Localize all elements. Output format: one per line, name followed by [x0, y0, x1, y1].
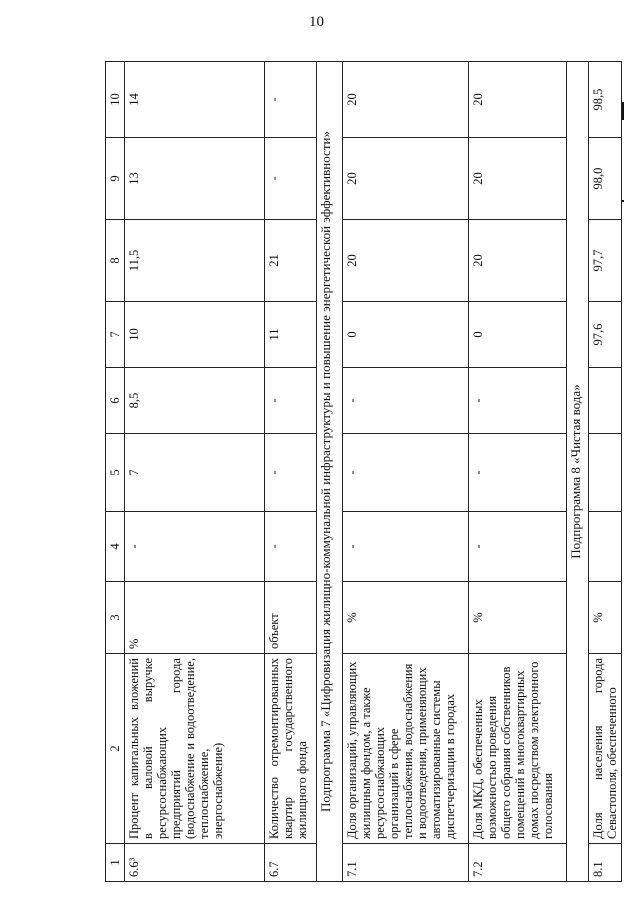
row-number: 8.1 — [589, 844, 622, 882]
value-cell: 20 — [469, 138, 567, 220]
table-row — [589, 62, 622, 882]
value-cell: 11 — [265, 302, 317, 368]
value-cell: - — [265, 512, 317, 582]
header-cell: 7 — [106, 302, 125, 368]
table-row — [343, 62, 469, 882]
value-cell: 7 — [125, 434, 265, 512]
value-cell: 98,5 — [589, 62, 622, 138]
value-cell: 11,5 — [125, 220, 265, 302]
header-cell: 8 — [106, 220, 125, 302]
header-cell: 2 — [106, 654, 125, 844]
indicator-name: Доля организаций, управляющих жилищным фондом, а также ресурсоснабжающих организаций в сфере теплоснабжения, водоснабжения и водоотведения, применяющих автоматизированные системы диспетчеризации в городах — [343, 654, 469, 844]
row-number: 7.2 — [469, 844, 567, 882]
value-cell: 13 — [125, 138, 265, 220]
section-title-7: Подпрограмма 7 «Цифровизация жилищно-коммунальной инфраструктуры и повышение энергетической эффективности» — [317, 62, 343, 882]
value-cell: - — [265, 434, 317, 512]
indicator-name: Процент капитальных вложений в валовой выручке ресурсоснабжающих предприятий города (водоснабжение и водоотведение, теплоснабжение, энергоснабжение) — [125, 654, 265, 844]
indicator-name: Количество отремонтированных квартир государственного жилищного фонда — [265, 654, 317, 844]
header-cell: 9 — [106, 138, 125, 220]
value-cell: 20 — [343, 62, 469, 138]
value-cell: 10 — [125, 302, 265, 368]
header-row — [106, 62, 125, 882]
value-cell: - — [265, 62, 317, 138]
value-cell: 97,7 — [589, 220, 622, 302]
value-cell: - — [265, 138, 317, 220]
value-cell: 97,6 — [589, 302, 622, 368]
header-cell: 1 — [106, 844, 125, 882]
indicator-name: Доля МКД, обеспеченных возможностью проведения общего собрания собственников помещений в многоквартирных домах посредством электронного голосования — [469, 654, 567, 844]
value-cell: 8,5 — [125, 368, 265, 434]
header-cell: 10 — [106, 62, 125, 138]
header-cell: 5 — [106, 434, 125, 512]
margin-mark — [622, 102, 624, 120]
value-cell: 98,0 — [589, 138, 622, 220]
table-row — [265, 62, 317, 882]
value-cell — [589, 368, 622, 434]
header-cell: 3 — [106, 582, 125, 654]
value-cell: - — [469, 434, 567, 512]
indicator-name: Доля населения города Севастополя, обеспеченного — [589, 654, 622, 844]
margin-dot — [622, 200, 624, 202]
unit-cell: % — [469, 582, 567, 654]
value-cell — [589, 512, 622, 582]
value-cell: 21 — [265, 220, 317, 302]
unit-cell: % — [125, 582, 265, 654]
value-cell: - — [125, 512, 265, 582]
header-cell: 4 — [106, 512, 125, 582]
value-cell: 0 — [343, 302, 469, 368]
section-row — [567, 62, 589, 882]
value-cell — [589, 434, 622, 512]
section-row — [317, 62, 343, 882]
value-cell: - — [469, 368, 567, 434]
value-cell: 20 — [343, 220, 469, 302]
section-title-8: Подпрограмма 8 «Чистая вода» — [567, 62, 589, 882]
table-row — [469, 62, 567, 882]
unit-cell: объект — [265, 582, 317, 654]
value-cell: 0 — [469, 302, 567, 368]
header-cell: 6 — [106, 368, 125, 434]
value-cell: 14 — [125, 62, 265, 138]
page-number: 10 — [309, 14, 324, 30]
row-number: 6.6³ — [125, 844, 265, 882]
row-number: 7.1 — [343, 844, 469, 882]
value-cell: 20 — [469, 62, 567, 138]
value-cell: - — [343, 512, 469, 582]
value-cell: - — [469, 512, 567, 582]
value-cell: - — [343, 368, 469, 434]
row-number: 6.7 — [265, 844, 317, 882]
rotated-table-area — [105, 62, 619, 882]
table-row — [125, 62, 265, 882]
value-cell: - — [343, 434, 469, 512]
value-cell: 20 — [469, 220, 567, 302]
indicators-table — [105, 61, 622, 882]
value-cell: - — [265, 368, 317, 434]
unit-cell: % — [343, 582, 469, 654]
value-cell: 20 — [343, 138, 469, 220]
unit-cell: % — [589, 582, 622, 654]
